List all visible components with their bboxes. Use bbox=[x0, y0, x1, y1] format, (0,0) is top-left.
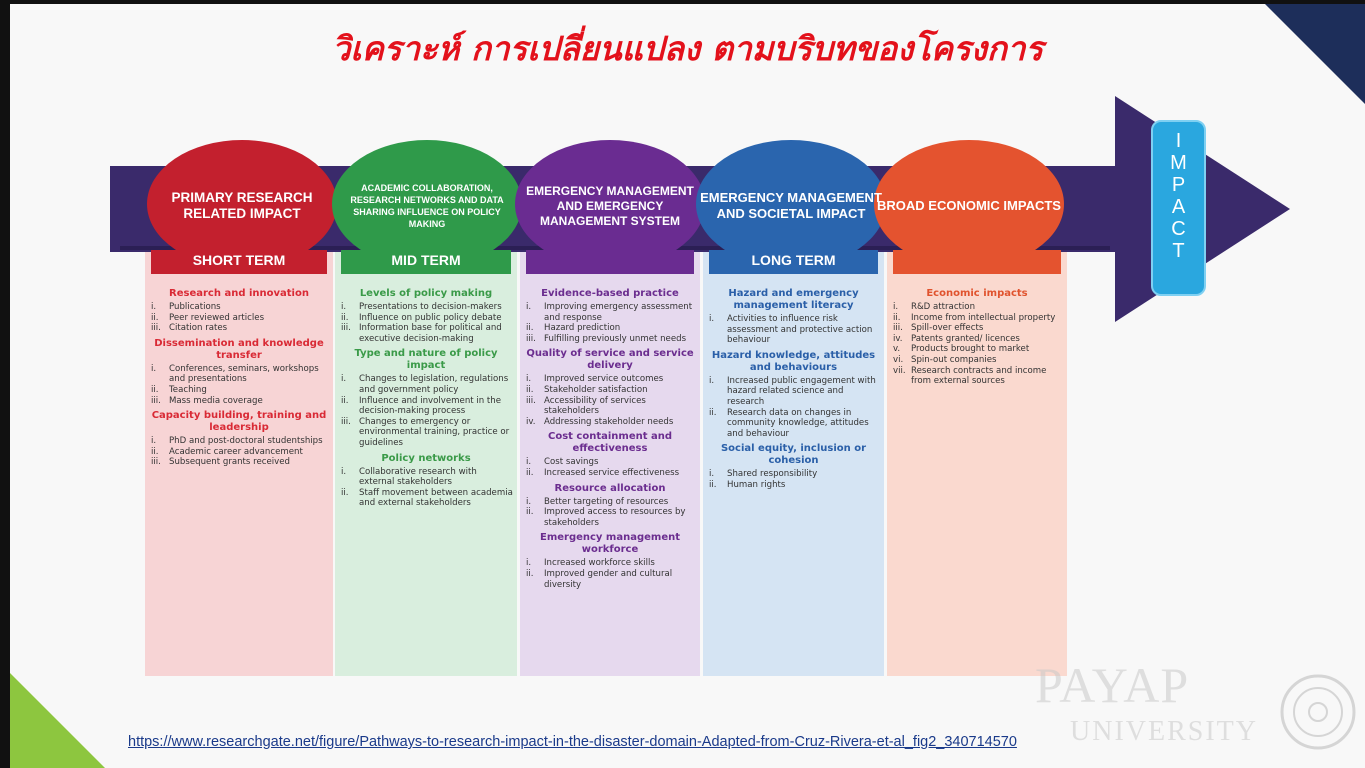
list-item-number: i. bbox=[893, 302, 899, 312]
section-title: Hazard and emergency management literacy bbox=[728, 288, 859, 311]
section-list bbox=[891, 302, 1063, 387]
term-label: MID TERM bbox=[391, 252, 461, 268]
list-item bbox=[149, 385, 329, 396]
list-item bbox=[524, 457, 696, 468]
list-item-text: Subsequent grants received bbox=[169, 457, 290, 468]
list-item-number: ii. bbox=[526, 507, 534, 518]
column-header: EMERGENCY MANAGEMENT AND EMERGENCY MANAGEMENT SYSTEM bbox=[526, 183, 694, 228]
section-title: Hazard knowledge, attitudes and behaviours bbox=[711, 349, 876, 373]
list-item-number: ii. bbox=[151, 446, 159, 457]
section-list bbox=[339, 467, 513, 509]
list-item bbox=[707, 469, 880, 480]
impact-label: I M P A C T bbox=[1170, 130, 1187, 262]
list-item bbox=[149, 457, 329, 468]
list-item-number: i. bbox=[526, 496, 532, 507]
section-list bbox=[707, 469, 880, 490]
list-item bbox=[707, 480, 880, 491]
slide bbox=[10, 4, 1365, 768]
list-item bbox=[524, 302, 696, 323]
logo-name: PAYAP bbox=[1035, 657, 1190, 713]
list-item-text: Cost savings bbox=[544, 457, 599, 468]
term-label: SHORT TERM bbox=[192, 252, 286, 268]
list-item bbox=[339, 488, 513, 509]
list-item-text: Influence and involvement in the decision-making process bbox=[359, 395, 502, 417]
list-item-number: i. bbox=[151, 302, 157, 312]
list-item-text: Academic career advancement bbox=[169, 446, 303, 457]
list-item-number: ii. bbox=[526, 323, 534, 334]
section-title: Quality of service and service delivery bbox=[526, 348, 694, 372]
list-item-number: iii. bbox=[341, 323, 351, 334]
list-item-text: Citation rates bbox=[169, 323, 228, 334]
section-title: Capacity building, training and leadership bbox=[151, 410, 327, 434]
list-item bbox=[524, 396, 696, 417]
section-title: Emergency management workforce bbox=[539, 532, 681, 556]
term-label: LONG TERM bbox=[751, 252, 836, 268]
list-item-number: iv. bbox=[526, 416, 536, 427]
list-item-text: Spin-out companies bbox=[911, 354, 997, 365]
list-item-text: Hazard prediction bbox=[544, 323, 621, 334]
list-item-number: i. bbox=[526, 457, 532, 468]
list-item bbox=[891, 344, 1063, 355]
list-item-text: Increased workforce skills bbox=[544, 558, 655, 569]
column-header: PRIMARY RESEARCH RELATED IMPACT bbox=[171, 189, 313, 221]
list-item-number: vi. bbox=[893, 354, 904, 365]
list-item-number: i. bbox=[526, 302, 532, 312]
list-item-text: Income from intellectual property bbox=[911, 312, 1056, 323]
list-item bbox=[524, 374, 696, 385]
list-item bbox=[149, 396, 329, 407]
source-link[interactable]: https://www.researchgate.net/figure/Pathways-to-research-impact-in-the-disaster-domain-Adapted-from-Cruz-Rivera-et-al_fig2_340714570 bbox=[128, 734, 1017, 750]
list-item bbox=[339, 302, 513, 313]
list-item bbox=[339, 396, 513, 417]
list-item-number: iii. bbox=[151, 457, 161, 468]
list-item bbox=[149, 302, 329, 313]
list-item-number: ii. bbox=[709, 407, 717, 418]
list-item-text: Influence on public policy debate bbox=[359, 312, 502, 323]
list-item-text: Teaching bbox=[169, 384, 207, 395]
list-item bbox=[891, 313, 1063, 324]
list-item-number: iii. bbox=[526, 333, 536, 344]
list-item-text: Changes to legislation, regulations and government policy bbox=[359, 374, 509, 395]
list-item bbox=[149, 313, 329, 324]
list-item-text: Improved service outcomes bbox=[544, 374, 664, 385]
list-item bbox=[149, 364, 329, 385]
column-header: BROAD ECONOMIC IMPACTS bbox=[877, 198, 1061, 213]
impact-column bbox=[887, 252, 1067, 674]
section-title: Type and nature of policy impact bbox=[354, 348, 498, 372]
section-title: Evidence-based practice bbox=[541, 288, 679, 299]
slide-title: วิเคราะห์ การเปลี่ยนแปลง ตามบริบทของโครงการ bbox=[331, 29, 1044, 68]
column-header: ACADEMIC COLLABORATION, RESEARCH NETWORKS AND DATA SHARING INFLUENCE ON POLICY MAKING bbox=[350, 183, 504, 229]
list-item-number: ii. bbox=[526, 384, 534, 395]
list-item-number: i. bbox=[341, 302, 347, 312]
section-title: Resource allocation bbox=[554, 482, 666, 494]
section-title: Levels of policy making bbox=[359, 288, 493, 299]
list-item-number: i. bbox=[709, 314, 715, 324]
list-item-number: i. bbox=[709, 375, 715, 386]
section-list bbox=[707, 314, 880, 346]
list-item-number: ii. bbox=[893, 312, 901, 323]
list-item-text: Human rights bbox=[727, 479, 786, 490]
section-list bbox=[524, 558, 696, 590]
list-item-number: i. bbox=[151, 363, 157, 374]
list-item bbox=[524, 385, 696, 396]
list-item bbox=[524, 468, 696, 479]
list-item-number: ii. bbox=[341, 312, 349, 323]
list-item-text: Presentations to decision-makers bbox=[359, 302, 502, 312]
list-item bbox=[524, 569, 696, 590]
list-item bbox=[524, 417, 696, 428]
list-item-number: v. bbox=[893, 344, 901, 355]
list-item-text: Conferences, seminars, workshops and presentations bbox=[169, 363, 319, 385]
university-seal-icon bbox=[1278, 672, 1358, 752]
list-item-text: Fulfilling previously unmet needs bbox=[544, 333, 687, 344]
section-list bbox=[524, 374, 696, 427]
list-item-number: iii. bbox=[151, 323, 161, 334]
list-item bbox=[891, 355, 1063, 366]
list-item-number: iii. bbox=[341, 416, 351, 427]
list-item-text: Spill-over effects bbox=[911, 323, 984, 334]
list-item bbox=[149, 436, 329, 447]
list-item bbox=[339, 313, 513, 324]
impact-column bbox=[335, 252, 517, 674]
list-item-number: ii. bbox=[709, 479, 717, 490]
section-list bbox=[524, 302, 696, 344]
section-list bbox=[524, 497, 696, 529]
impact-box bbox=[1151, 120, 1206, 296]
section-list bbox=[149, 364, 329, 406]
list-item-text: Research data on changes in community knowledge, attitudes and behaviour bbox=[727, 407, 869, 439]
list-item-text: Research contracts and income from external sources bbox=[911, 365, 1047, 387]
list-item-text: Addressing stakeholder needs bbox=[544, 416, 674, 427]
list-item-text: Improving emergency assessment and response bbox=[544, 302, 693, 323]
section-list bbox=[707, 376, 880, 440]
list-item-text: Collaborative research with external stakeholders bbox=[359, 466, 477, 488]
list-item-number: i. bbox=[151, 436, 157, 447]
list-item bbox=[149, 447, 329, 458]
list-item bbox=[707, 408, 880, 440]
list-item-text: Increased public engagement with hazard related science and research bbox=[727, 375, 876, 407]
list-item bbox=[524, 558, 696, 569]
section-list bbox=[149, 302, 329, 334]
list-item-number: i. bbox=[341, 374, 347, 385]
list-item-number: iv. bbox=[893, 333, 903, 344]
list-item bbox=[524, 323, 696, 334]
list-item bbox=[339, 417, 513, 449]
list-item bbox=[149, 323, 329, 334]
section-title: Economic impacts bbox=[926, 288, 1028, 299]
list-item bbox=[891, 302, 1063, 313]
list-item-text: Staff movement between academia and external stakeholders bbox=[359, 487, 513, 509]
impact-column bbox=[145, 252, 333, 674]
list-item-text: Improved access to resources by stakeholders bbox=[544, 507, 686, 528]
section-title: Research and innovation bbox=[169, 288, 309, 299]
list-item-text: R&D attraction bbox=[911, 302, 976, 312]
list-item-text: Stakeholder satisfaction bbox=[544, 384, 648, 395]
list-item-number: ii. bbox=[341, 395, 349, 406]
list-item-text: Accessibility of services stakeholders bbox=[544, 395, 646, 417]
column-header: EMERGENCY MANAGEMENT AND SOCIETAL IMPACT bbox=[700, 190, 882, 221]
list-item-number: iii. bbox=[893, 323, 903, 334]
list-item-number: i. bbox=[709, 469, 715, 480]
impact-column bbox=[703, 252, 884, 674]
list-item-number: ii. bbox=[341, 487, 349, 498]
list-item bbox=[339, 374, 513, 395]
list-item-text: Products brought to market bbox=[911, 344, 1030, 355]
list-item-text: Peer reviewed articles bbox=[169, 312, 265, 323]
list-item-text: Better targeting of resources bbox=[544, 496, 669, 507]
logo-subname: UNIVERSITY bbox=[1070, 716, 1258, 747]
list-item-text: Mass media coverage bbox=[169, 395, 263, 406]
list-item-text: Publications bbox=[169, 302, 221, 312]
section-list bbox=[339, 374, 513, 448]
list-item-text: Changes to emergency or environmental training, practice or guidelines bbox=[359, 416, 510, 448]
list-item-text: Activities to influence risk assessment and protective action behaviour bbox=[727, 314, 873, 346]
impact-column bbox=[520, 252, 700, 674]
list-item bbox=[707, 314, 880, 346]
list-item-number: ii. bbox=[526, 568, 534, 579]
list-item bbox=[339, 467, 513, 488]
list-item-text: Increased service effectiveness bbox=[544, 467, 680, 478]
list-item-number: i. bbox=[526, 558, 532, 569]
list-item-number: vii. bbox=[893, 365, 906, 376]
list-item bbox=[524, 334, 696, 345]
list-item-text: Improved gender and cultural diversity bbox=[544, 568, 673, 590]
list-item bbox=[891, 334, 1063, 345]
section-list bbox=[524, 457, 696, 478]
list-item-number: i. bbox=[341, 466, 347, 477]
list-item bbox=[891, 323, 1063, 334]
list-item-number: ii. bbox=[151, 312, 159, 323]
list-item-text: PhD and post-doctoral studentships bbox=[169, 436, 323, 447]
section-title: Policy networks bbox=[381, 452, 471, 464]
list-item-text: Information base for political and executive decision-making bbox=[359, 323, 502, 344]
list-item bbox=[707, 376, 880, 408]
list-item-number: ii. bbox=[526, 467, 534, 478]
section-title: Cost containment and effectiveness bbox=[547, 431, 673, 455]
list-item-text: Shared responsibility bbox=[727, 469, 818, 480]
list-item-number: iii. bbox=[526, 395, 536, 406]
list-item-number: i. bbox=[526, 374, 532, 385]
list-item bbox=[524, 507, 696, 528]
section-title: Dissemination and knowledge transfer bbox=[154, 337, 324, 361]
section-list bbox=[339, 302, 513, 344]
list-item bbox=[524, 497, 696, 508]
list-item-number: ii. bbox=[151, 384, 159, 395]
list-item-text: Patents granted/ licences bbox=[911, 333, 1020, 344]
list-item bbox=[891, 366, 1063, 387]
section-title: Social equity, inclusion or cohesion bbox=[720, 443, 867, 467]
list-item bbox=[339, 323, 513, 344]
section-list bbox=[149, 436, 329, 468]
list-item-number: iii. bbox=[151, 395, 161, 406]
